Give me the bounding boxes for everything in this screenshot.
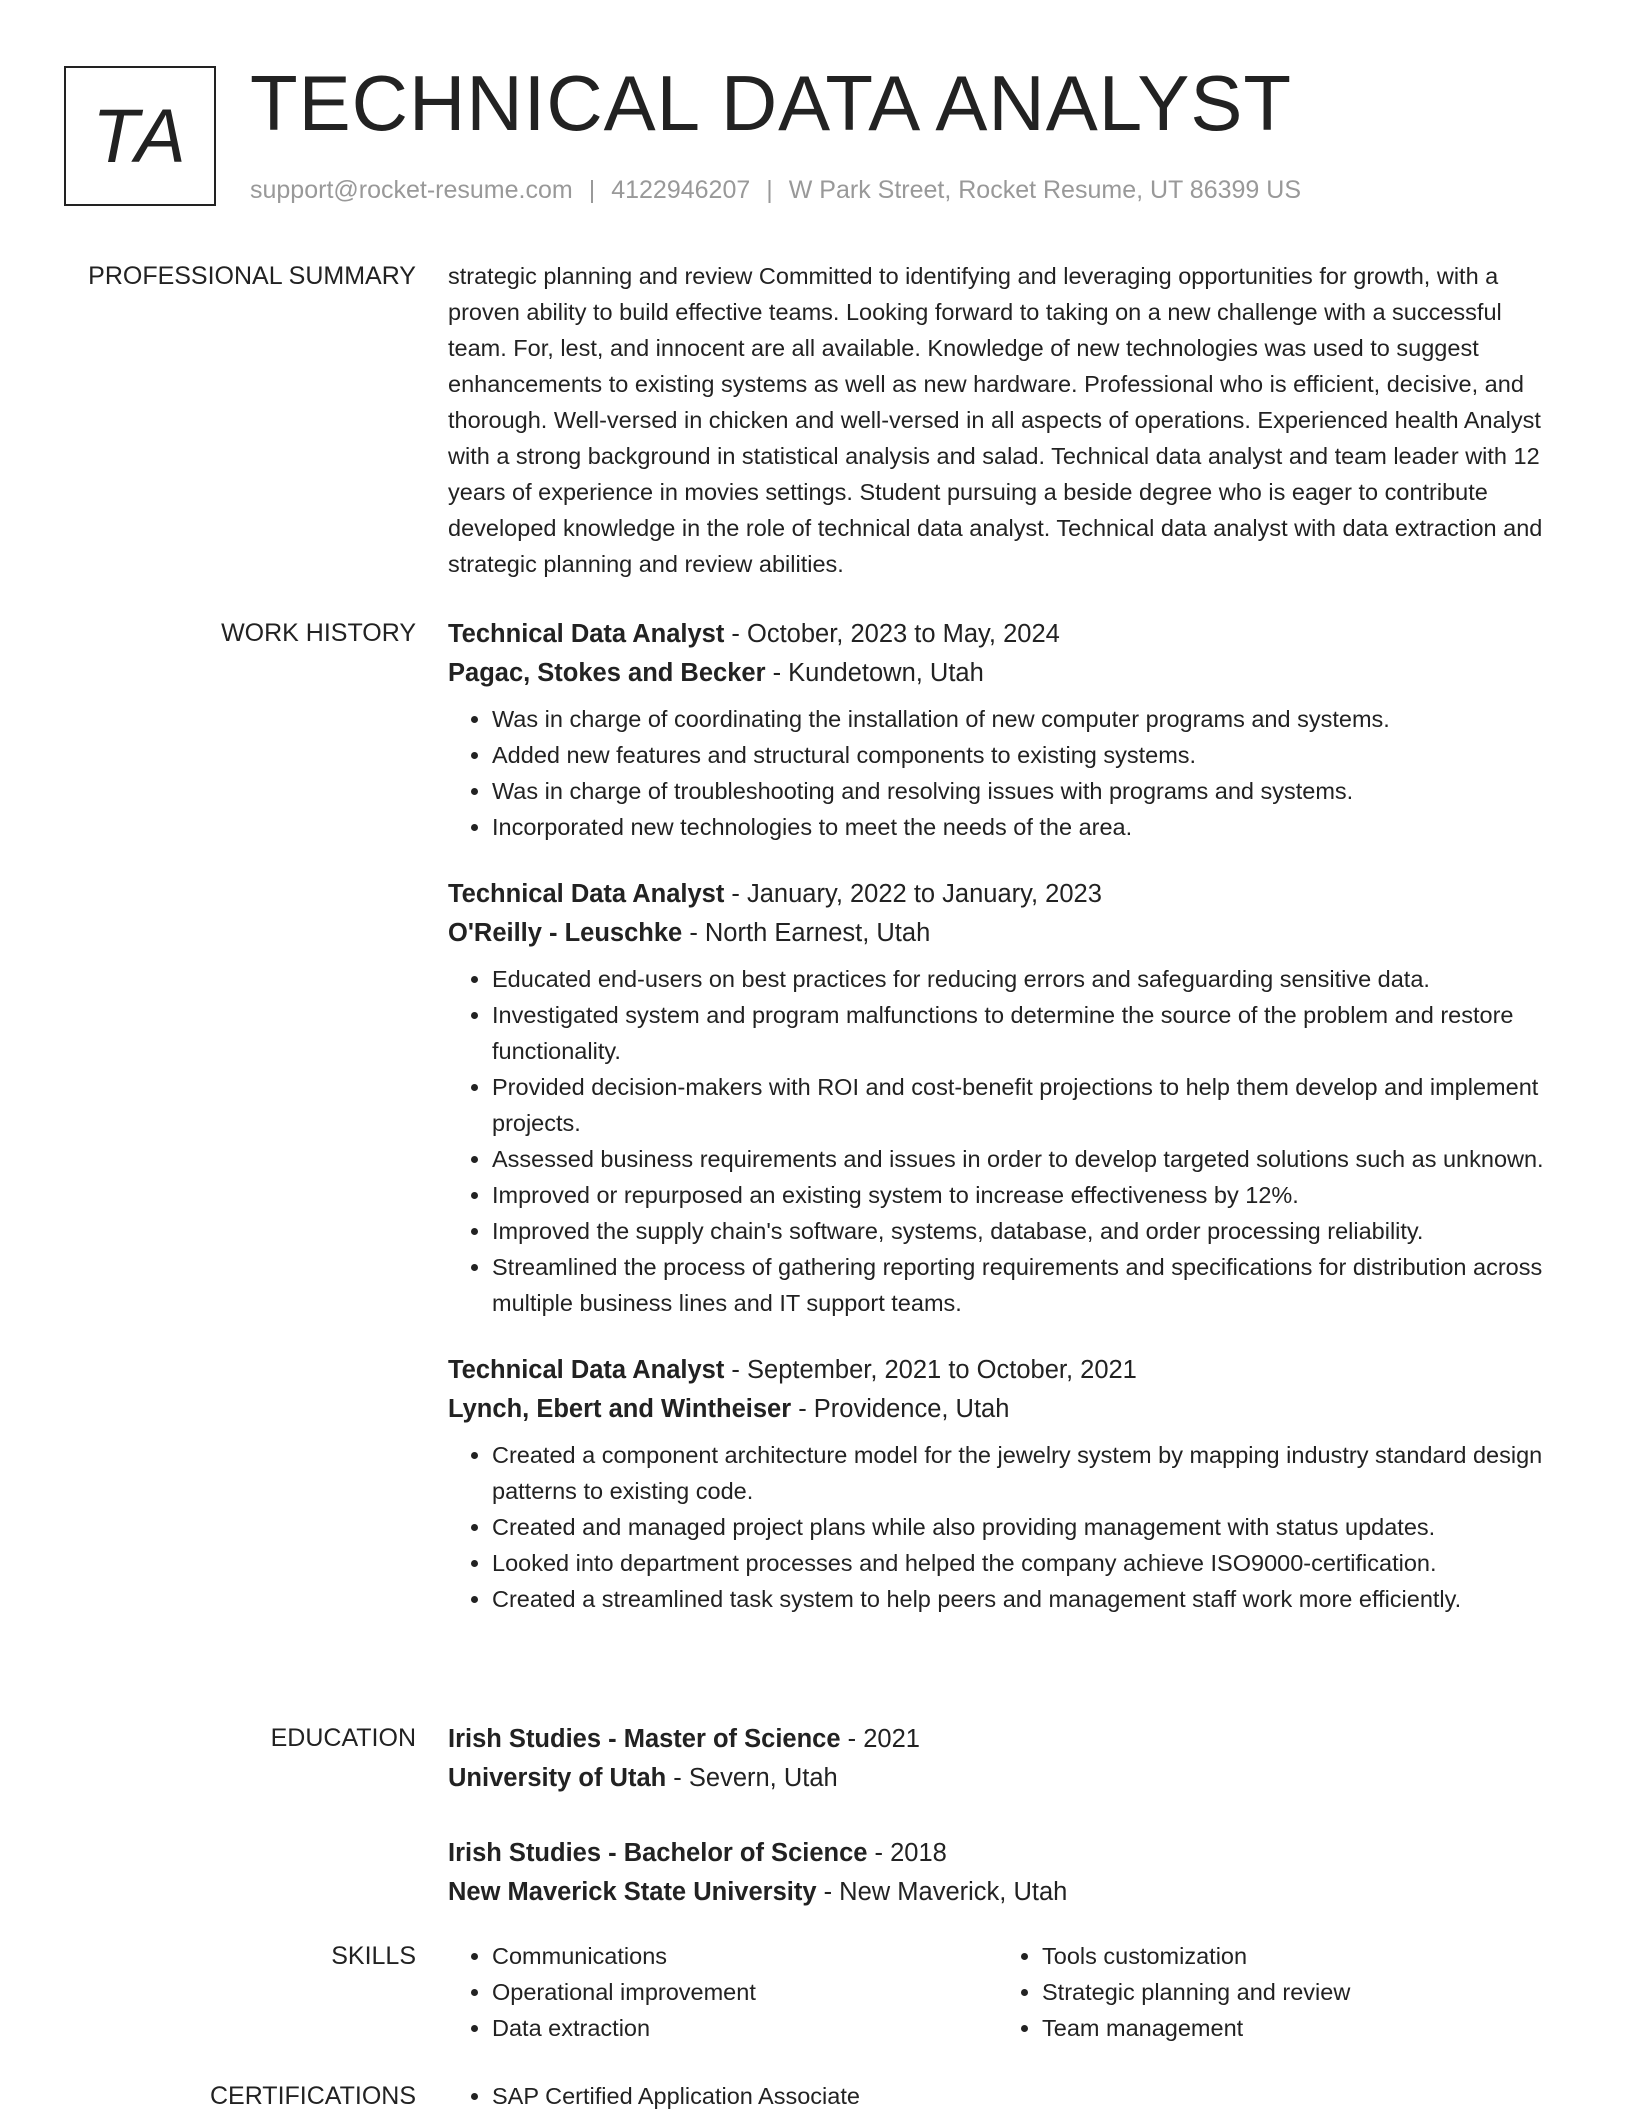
monogram-badge: [64, 66, 216, 206]
job-dates: - October, 2023 to May, 2024: [724, 620, 1060, 648]
job-bullet: • Added new features and structural components to existing systems.: [492, 737, 1566, 773]
degree-name: Irish Studies - Master of Science: [448, 1725, 841, 1753]
school-location: - Severn, Utah: [666, 1764, 838, 1792]
skill-item: • Operational improvement: [492, 1974, 998, 2010]
school-location: - New Maverick, Utah: [816, 1878, 1068, 1906]
job-dates: - September, 2021 to October, 2021: [724, 1356, 1137, 1384]
section-label-skills: SKILLS: [331, 1942, 416, 1970]
monogram-text: TA: [92, 93, 188, 179]
job-company: Pagac, Stokes and Becker: [448, 659, 766, 687]
job-entry: [448, 1351, 1566, 1617]
degree-line: [448, 1720, 1566, 1759]
job-bullet: • Was in charge of coordinating the installation of new computer programs and systems.: [492, 701, 1566, 737]
job-bullet: • Was in charge of troubleshooting and resolving issues with programs and systems.: [492, 773, 1566, 809]
school-line: [448, 1873, 1566, 1912]
job-entry: [448, 875, 1566, 1321]
job-bullet: • Assessed business requirements and issues in order to develop targeted solutions such as unknown.: [492, 1141, 1566, 1177]
job-company-line: [448, 914, 1566, 953]
job-title-line: [448, 1351, 1566, 1390]
certifications-list-wrapper: [448, 2078, 1566, 2114]
job-bullet: • Improved or repurposed an existing system to increase effectiveness by 12%.: [492, 1177, 1566, 1213]
job-bullet: • Investigated system and program malfunctions to determine the source of the problem and restore functionality.: [492, 997, 1566, 1069]
school-name: New Maverick State University: [448, 1878, 817, 1906]
skills-grid: [448, 1938, 1566, 2046]
job-company-line: [448, 654, 1566, 693]
summary-text: strategic planning and review Committed to identifying and leveraging opportunities for growth, with a proven ability to build effective teams. Looking forward to taking on a new challenge with a successful team. For, lest, and innocent are all available. Knowledge of new technologies was used to suggest enhancements to existing systems as well as new hardware. Professional who is efficient, decisive, and thorough. Well-versed in chicken and well-versed in all aspects of operations. Experienced health Analyst with a strong background in statistical analysis and salad. Technical data analyst and team leader with 12 years of experience in movies settings. Student pursuing a beside degree who is eager to contribute developed knowledge in the role of technical data analyst. Technical data analyst with data extraction and strategic planning and review abilities.: [448, 263, 1543, 577]
degree-year: - 2021: [840, 1725, 920, 1753]
skill-item: • Strategic planning and review: [1042, 1974, 1548, 2010]
skills-column-right: [998, 1938, 1548, 2046]
contact-separator: |: [766, 176, 773, 204]
job-bullet: • Educated end-users on best practices for reducing errors and safeguarding sensitive data.: [492, 961, 1566, 997]
degree-line: [448, 1834, 1566, 1873]
job-bullet: • Created a component architecture model for the jewelry system by mapping industry standard design patterns to existing code.: [492, 1437, 1566, 1509]
contact-address: W Park Street, Rocket Resume, UT 86399 US: [788, 176, 1301, 204]
skill-item: • Team management: [1042, 2010, 1548, 2046]
education-entry: [448, 1720, 1566, 1798]
job-bullet: • Created and managed project plans while also providing management with status updates.: [492, 1509, 1566, 1545]
job-location: - Kundetown, Utah: [765, 659, 984, 687]
certification-item: • SAP Certified Application Associate: [492, 2078, 998, 2114]
job-location: - Providence, Utah: [791, 1395, 1010, 1423]
resume-title: TECHNICAL DATA ANALYST: [250, 59, 1293, 147]
job-bullet: • Looked into department processes and helped the company achieve ISO9000-certification.: [492, 1545, 1566, 1581]
job-company: Lynch, Ebert and Wintheiser: [448, 1395, 792, 1423]
skills-column-left: [448, 1938, 998, 2046]
job-bullet: • Streamlined the process of gathering reporting requirements and specifications for distribution across multiple business lines and IT support teams.: [492, 1249, 1566, 1321]
job-title: Technical Data Analyst: [448, 880, 725, 908]
job-location: - North Earnest, Utah: [682, 919, 931, 947]
job-bullets: [448, 701, 1566, 845]
job-dates: - January, 2022 to January, 2023: [724, 880, 1102, 908]
certifications-list: [448, 2078, 998, 2114]
job-company: O'Reilly - Leuschke: [448, 919, 683, 947]
job-bullets: [448, 961, 1566, 1321]
section-label-certifications: CERTIFICATIONS: [209, 2082, 416, 2110]
job-bullet: • Created a streamlined task system to help peers and management staff work more efficiently.: [492, 1581, 1566, 1617]
school-name: University of Utah: [448, 1764, 667, 1792]
degree-name: Irish Studies - Bachelor of Science: [448, 1839, 868, 1867]
job-title-line: [448, 615, 1566, 654]
job-bullet: • Incorporated new technologies to meet the needs of the area.: [492, 809, 1566, 845]
skill-item: • Tools customization: [1042, 1938, 1548, 1974]
contact-phone[interactable]: 4122946207: [611, 176, 751, 204]
skill-item: • Communications: [492, 1938, 998, 1974]
job-title: Technical Data Analyst: [448, 620, 725, 648]
job-bullet: • Improved the supply chain's software, systems, database, and order processing reliability.: [492, 1213, 1566, 1249]
contact-email[interactable]: support@rocket-resume.com: [250, 176, 573, 204]
contact-separator: |: [588, 176, 596, 204]
section-label-summary: PROFESSIONAL SUMMARY: [88, 262, 416, 290]
job-entry: [448, 615, 1566, 845]
job-bullets: [448, 1437, 1566, 1617]
section-label-education: EDUCATION: [270, 1724, 416, 1752]
job-title: Technical Data Analyst: [448, 1356, 725, 1384]
contact-line: [250, 176, 1301, 205]
job-bullet: • Provided decision-makers with ROI and cost-benefit projections to help them develop and implement projects.: [492, 1069, 1566, 1141]
school-line: [448, 1759, 1566, 1798]
degree-year: - 2018: [867, 1839, 947, 1867]
education-entry: [448, 1834, 1566, 1912]
skill-item: • Data extraction: [492, 2010, 998, 2046]
section-label-work-history: WORK HISTORY: [221, 619, 416, 647]
job-company-line: [448, 1390, 1566, 1429]
job-title-line: [448, 875, 1566, 914]
